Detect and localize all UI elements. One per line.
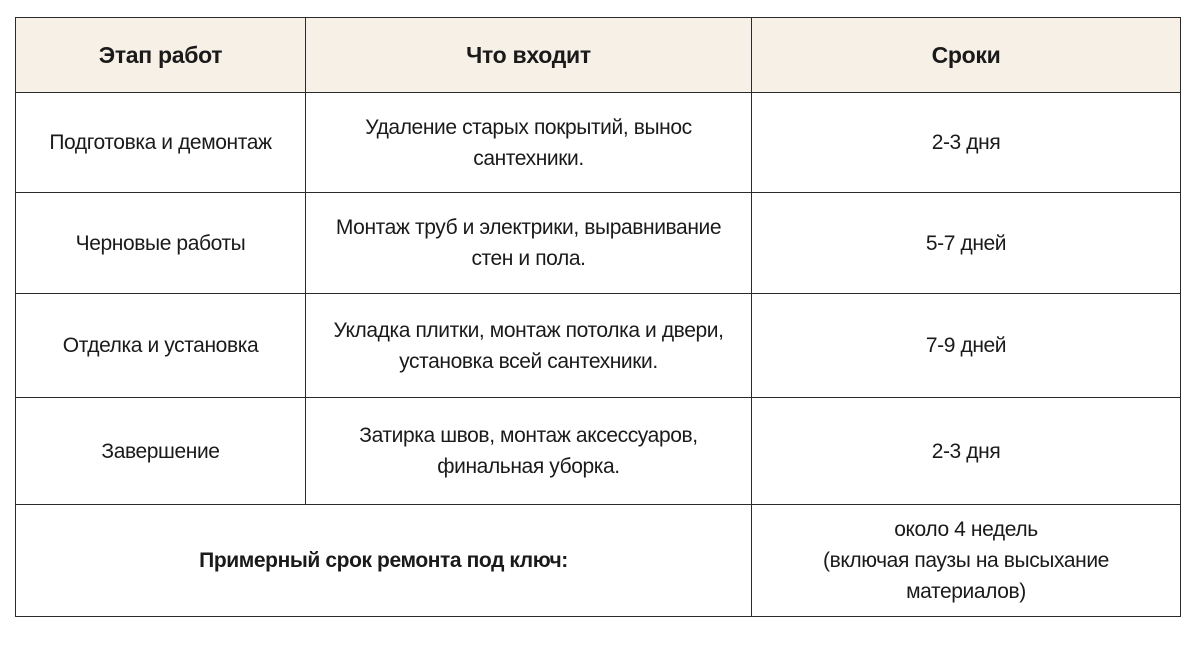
table-row: [16, 294, 1181, 398]
content-cell: [306, 193, 752, 294]
stage-cell: Завершение: [16, 398, 306, 505]
total-value-line: (включая паузы на высыхание материалов): [823, 549, 1109, 603]
duration-cell: 5-7 дней: [752, 193, 1181, 294]
duration-cell: 2-3 дня: [752, 398, 1181, 505]
table-row: [16, 93, 1181, 193]
content-line: установка всей сантехники.: [399, 349, 658, 373]
renovation-schedule-table: [15, 17, 1181, 617]
content-line: Удаление старых покрытий, вынос сантехники.: [365, 115, 692, 170]
stage-cell: Отделка и установка: [16, 294, 306, 398]
total-label: Примерный срок ремонта под ключ:: [16, 505, 752, 617]
stage-cell: Черновые работы: [16, 193, 306, 294]
content-line: Укладка плитки, монтаж потолка и двери,: [333, 318, 724, 342]
table-row: [16, 398, 1181, 505]
header-duration: Сроки: [752, 18, 1181, 93]
duration-cell: 2-3 дня: [752, 93, 1181, 193]
header-content: Что входит: [306, 18, 752, 93]
header-stage: Этап работ: [16, 18, 306, 93]
content-line: Монтаж труб и электрики, выравнивание стен и пола.: [335, 216, 722, 270]
total-value-line: около 4 недель: [894, 518, 1038, 541]
content-cell: [306, 93, 752, 193]
table-row: [16, 193, 1181, 294]
content-line: Затирка швов, монтаж аксессуаров,: [359, 424, 698, 447]
total-row: [16, 505, 1181, 617]
duration-cell: 7-9 дней: [752, 294, 1181, 398]
table-header-row: [16, 18, 1181, 93]
stage-cell: Подготовка и демонтаж: [16, 93, 306, 193]
content-line: финальная уборка.: [437, 455, 620, 478]
content-cell: [306, 294, 752, 398]
total-value: [752, 505, 1181, 617]
content-cell: [306, 398, 752, 505]
